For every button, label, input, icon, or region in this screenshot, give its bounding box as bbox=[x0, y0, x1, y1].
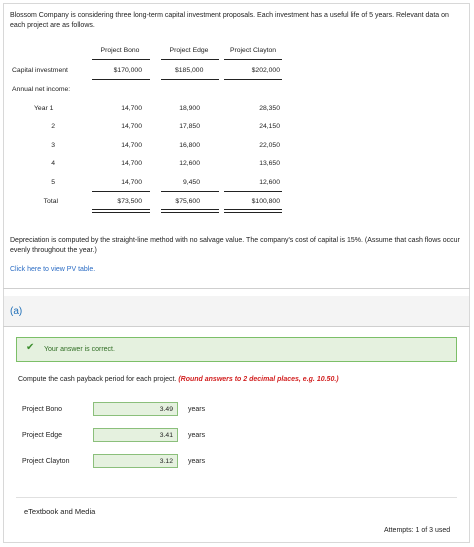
table-cell: 14,700 bbox=[121, 142, 142, 149]
answer-input-edge[interactable]: 3.41 bbox=[93, 428, 178, 442]
total-bono: $73,500 bbox=[117, 198, 142, 205]
answer-input-clayton[interactable]: 3.12 bbox=[93, 454, 178, 468]
section-divider bbox=[3, 288, 470, 289]
problem-intro: Blossom Company is considering three long-term capital investment proposals. Each investment has a useful life of 5 years. Relevant data on each project are as follows. bbox=[10, 12, 449, 29]
instruction bbox=[18, 376, 339, 383]
answer-unit: years bbox=[188, 432, 206, 439]
header-underline bbox=[161, 59, 219, 60]
capital-investment-label: Capital investment bbox=[12, 67, 68, 74]
table-cell: 24,150 bbox=[259, 123, 280, 130]
total-underline bbox=[161, 191, 219, 192]
section-divider bbox=[3, 326, 470, 327]
total-label: Total bbox=[43, 198, 58, 205]
capital-clayton: $202,000 bbox=[251, 67, 280, 74]
instruction-text: Compute the cash payback period for each project. bbox=[18, 376, 177, 383]
part-label: (a) bbox=[10, 306, 23, 317]
table-cell: 28,350 bbox=[259, 105, 280, 112]
etextbook-link[interactable]: eTextbook and Media bbox=[24, 507, 96, 516]
feedback-text: Your answer is correct. bbox=[44, 346, 115, 353]
table-cell: 22,050 bbox=[259, 142, 280, 149]
total-clayton: $100,800 bbox=[251, 198, 280, 205]
year-label: 4 bbox=[51, 160, 55, 167]
capital-edge: $185,000 bbox=[175, 67, 204, 74]
total-double-underline bbox=[161, 209, 219, 213]
table-cell: 14,700 bbox=[121, 105, 142, 112]
header-underline bbox=[224, 59, 282, 60]
part-header bbox=[4, 296, 469, 326]
header-project-clayton: Project Clayton bbox=[229, 47, 277, 54]
year-label: 5 bbox=[51, 179, 55, 186]
total-double-underline bbox=[224, 209, 282, 213]
table-cell: 12,600 bbox=[259, 179, 280, 186]
attempts-counter: Attempts: 1 of 3 used bbox=[384, 527, 451, 534]
header-underline bbox=[92, 59, 150, 60]
answer-label-edge: Project Edge bbox=[22, 432, 63, 439]
answer-label-bono: Project Bono bbox=[22, 406, 63, 413]
capital-underline bbox=[224, 79, 282, 80]
table-cell: 14,700 bbox=[121, 160, 142, 167]
question-frame bbox=[3, 3, 470, 543]
pv-table-link[interactable]: Click here to view PV table. bbox=[10, 266, 96, 273]
answer-input-bono[interactable]: 3.49 bbox=[93, 402, 178, 416]
total-double-underline bbox=[92, 209, 150, 213]
table-cell: 17,850 bbox=[179, 123, 200, 130]
rounding-note: (Round answers to 2 decimal places, e.g. 10.50.) bbox=[178, 376, 339, 383]
depreciation-note: Depreciation is computed by the straight-line method with no salvage value. The company's cost of capital is 15%. (Assume that cash flows occur evenly throughout the year.) bbox=[10, 237, 460, 254]
answer-label-clayton: Project Clayton bbox=[22, 458, 70, 465]
table-cell: 16,800 bbox=[179, 142, 200, 149]
table-cell: 12,600 bbox=[179, 160, 200, 167]
capital-bono: $170,000 bbox=[113, 67, 142, 74]
header-project-bono: Project Bono bbox=[100, 47, 140, 54]
table-cell: 9,450 bbox=[182, 179, 200, 186]
total-edge: $75,600 bbox=[175, 198, 200, 205]
year-label: Year 1 bbox=[34, 105, 54, 112]
annual-net-income-label: Annual net income: bbox=[12, 86, 71, 93]
year-label: 2 bbox=[51, 123, 55, 130]
table-cell: 13,650 bbox=[259, 160, 280, 167]
answer-unit: years bbox=[188, 406, 206, 413]
answer-unit: years bbox=[188, 458, 206, 465]
table-cell: 14,700 bbox=[121, 179, 142, 186]
total-underline bbox=[92, 191, 150, 192]
table-cell: 18,900 bbox=[179, 105, 200, 112]
header-project-edge: Project Edge bbox=[169, 47, 209, 54]
capital-underline bbox=[161, 79, 219, 80]
total-underline bbox=[224, 191, 282, 192]
table-cell: 14,700 bbox=[121, 123, 142, 130]
year-label: 3 bbox=[51, 142, 55, 149]
checkmark-icon: ✔ bbox=[26, 342, 35, 353]
capital-underline bbox=[92, 79, 150, 80]
